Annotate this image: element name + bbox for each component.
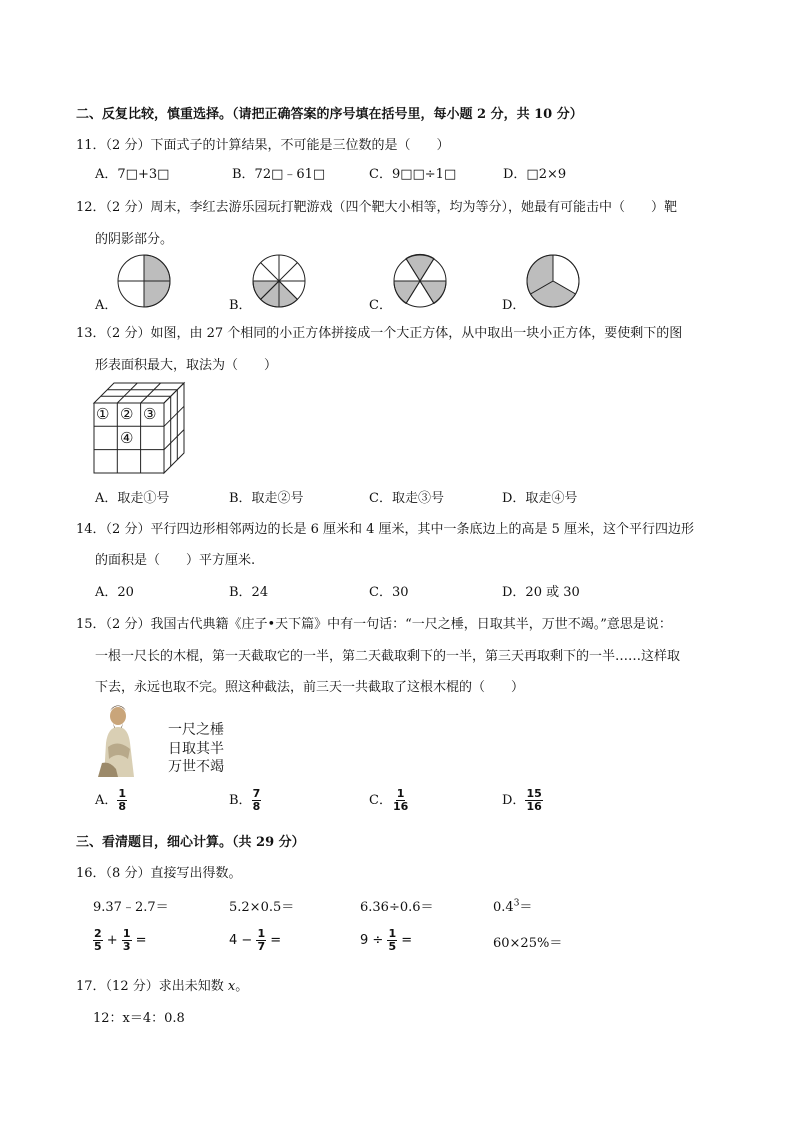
target-d-figure bbox=[526, 254, 580, 308]
q16-calc-2: 5.2×0.5＝ bbox=[229, 900, 295, 915]
q15-option-c-label: C． bbox=[369, 793, 392, 808]
q15-option-b-fraction bbox=[252, 788, 262, 813]
q15-option-c-den: 16 bbox=[392, 800, 409, 813]
q16-calc-7-d: 5 bbox=[388, 940, 397, 953]
q13-option-c: C．取走③号 bbox=[369, 491, 444, 506]
q14-option-b: B．24 bbox=[229, 585, 269, 600]
q16-calc-6-frac bbox=[256, 928, 266, 953]
q14-stem-line2: 的面积是（ ）平方厘米. bbox=[95, 553, 256, 568]
q16-calc-6-d: 7 bbox=[257, 940, 266, 953]
q15-option-a-fraction bbox=[117, 788, 127, 813]
q16-calc-5-eq: = bbox=[135, 933, 147, 948]
section-2-heading: 二、反复比较，慎重选择。（请把正确答案的序号填在括号里，每小题 2 分，共 10 分） bbox=[76, 107, 583, 122]
q16-stem: 16．（8 分）直接写出得数。 bbox=[76, 866, 242, 881]
q17-stem-post: 。 bbox=[235, 979, 249, 994]
q11-option-a: A．7□+3□ bbox=[95, 167, 170, 182]
q16-calc-6 bbox=[229, 928, 281, 953]
cube-mark-3: ③ bbox=[143, 405, 157, 423]
target-a-figure bbox=[117, 254, 171, 308]
q16-calc-4-base: 0.4 bbox=[493, 900, 514, 915]
q11-option-b: B．72□﹣61□ bbox=[232, 167, 326, 182]
q15-option-a-num: 1 bbox=[118, 787, 127, 800]
q12-label-b: B． bbox=[229, 298, 252, 313]
q16-calc-5-frac1 bbox=[93, 928, 103, 953]
poem-line-2: 日取其半 bbox=[168, 741, 224, 757]
q15-option-a bbox=[95, 788, 127, 813]
q14-option-a: A．20 bbox=[95, 585, 134, 600]
q16-calc-5-n1: 2 bbox=[94, 927, 102, 940]
q17-equation-1: 12：x＝4：0.8 bbox=[93, 1011, 185, 1026]
q17-stem bbox=[76, 975, 248, 994]
q14-option-c: C．30 bbox=[369, 585, 409, 600]
q15-option-b-label: B． bbox=[229, 793, 252, 808]
q11-stem: 11．（2 分）下面式子的计算结果，不可能是三位数的是（ ） bbox=[76, 138, 450, 153]
q15-stem-line3: 下去，永远也取不完。照这种截法，前三天一共截取了这根木棍的（ ） bbox=[95, 680, 525, 695]
q17-stem-var: x bbox=[227, 979, 236, 994]
q16-calc-7-frac bbox=[387, 928, 397, 953]
q13-stem-line1: 13．（2 分）如图，由 27 个相同的小正方体拼接成一个大正方体，从中取出一块小正方体，要使剩下的图 bbox=[76, 326, 683, 341]
q15-option-d-label: D． bbox=[502, 793, 526, 808]
q16-calc-4-exp: 3 bbox=[513, 898, 520, 909]
q15-option-d-den: 16 bbox=[526, 800, 542, 813]
section-3-heading: 三、看清题目，细心计算。（共 29 分） bbox=[76, 835, 305, 850]
q15-option-b-den: 8 bbox=[252, 800, 261, 813]
q15-option-c-fraction bbox=[392, 788, 409, 813]
q13-option-d: D．取走④号 bbox=[502, 491, 578, 506]
q16-calc-7-eq: = bbox=[401, 933, 413, 948]
q15-option-b bbox=[229, 788, 261, 813]
q16-calc-7-n: 1 bbox=[388, 927, 397, 940]
q15-option-c bbox=[369, 788, 409, 813]
target-b-figure bbox=[252, 254, 306, 308]
zhuangzi-illustration bbox=[96, 703, 140, 777]
q13-option-a: A．取走①号 bbox=[95, 491, 170, 506]
q16-calc-6-eq: = bbox=[270, 933, 282, 948]
cube-figure bbox=[94, 383, 188, 475]
q15-option-c-num: 1 bbox=[396, 787, 405, 800]
q14-stem-line1: 14．（2 分）平行四边形相邻两边的长是 6 厘米和 4 厘米，其中一条底边上的高是 5 厘米，这个平行四边形 bbox=[76, 522, 695, 537]
q16-calc-5-d2: 3 bbox=[122, 940, 131, 953]
q15-option-d bbox=[502, 788, 543, 813]
q16-calc-6-pre: 4 − bbox=[229, 933, 253, 948]
q16-calc-3: 6.36÷0.6＝ bbox=[360, 900, 434, 915]
q15-option-d-fraction bbox=[525, 788, 542, 813]
q13-stem-line2: 形表面积最大，取法为（ ） bbox=[95, 358, 278, 373]
q15-option-a-label: A． bbox=[95, 793, 118, 808]
q16-calc-7 bbox=[360, 928, 412, 953]
cube-mark-2: ② bbox=[120, 405, 134, 423]
q16-calc-1: 9.37﹣2.7＝ bbox=[93, 900, 169, 915]
q15-stem-line1: 15．（2 分）我国古代典籍《庄子•天下篇》中有一句话：“一尺之棰，日取其半，万世不竭。”意思是说： bbox=[76, 617, 672, 632]
q16-calc-7-pre: 9 ÷ bbox=[360, 933, 384, 948]
q15-option-d-num: 15 bbox=[526, 787, 542, 800]
q12-label-c: C． bbox=[369, 298, 392, 313]
q11-option-c: C．9□□÷1□ bbox=[369, 167, 457, 182]
cube-mark-4: ④ bbox=[120, 429, 134, 447]
q15-stem-line2: 一根一尺长的木棍，第一天截取它的一半，第二天截取剩下的一半，第三天再取剩下的一半……这样取 bbox=[95, 649, 681, 664]
q16-calc-6-n: 1 bbox=[257, 927, 266, 940]
q11-option-d: D．□2×9 bbox=[503, 167, 567, 182]
q16-calc-5-d1: 5 bbox=[94, 940, 102, 953]
target-c-figure bbox=[393, 254, 447, 308]
poem-line-1: 一尺之棰 bbox=[168, 722, 224, 738]
q13-option-b: B．取走②号 bbox=[229, 491, 304, 506]
q16-calc-5-op: + bbox=[106, 933, 118, 948]
q12-stem-line2: 的阴影部分。 bbox=[95, 232, 174, 247]
q12-stem-line1: 12．（2 分）周末，李红去游乐园玩打靶游戏（四个靶大小相等，均为等分），她最有可能击中（ ）靶 bbox=[76, 200, 677, 215]
q15-option-b-num: 7 bbox=[252, 787, 261, 800]
q12-label-d: D． bbox=[502, 298, 526, 313]
cube-mark-1: ① bbox=[96, 405, 110, 423]
q16-calc-5 bbox=[93, 928, 147, 953]
q15-option-a-den: 8 bbox=[118, 800, 127, 813]
q17-stem-pre: 17．（12 分）求出未知数 bbox=[76, 979, 228, 994]
q16-calc-4 bbox=[493, 896, 532, 915]
q14-option-d: D．20 或 30 bbox=[502, 585, 580, 600]
q16-calc-4-eq: ＝ bbox=[519, 900, 533, 915]
q16-calc-8: 60×25%＝ bbox=[493, 936, 563, 951]
poem-line-3: 万世不竭 bbox=[168, 759, 224, 775]
q12-label-a: A． bbox=[95, 298, 118, 313]
q16-calc-5-n2: 1 bbox=[122, 927, 131, 940]
q16-calc-5-frac2 bbox=[122, 928, 132, 953]
